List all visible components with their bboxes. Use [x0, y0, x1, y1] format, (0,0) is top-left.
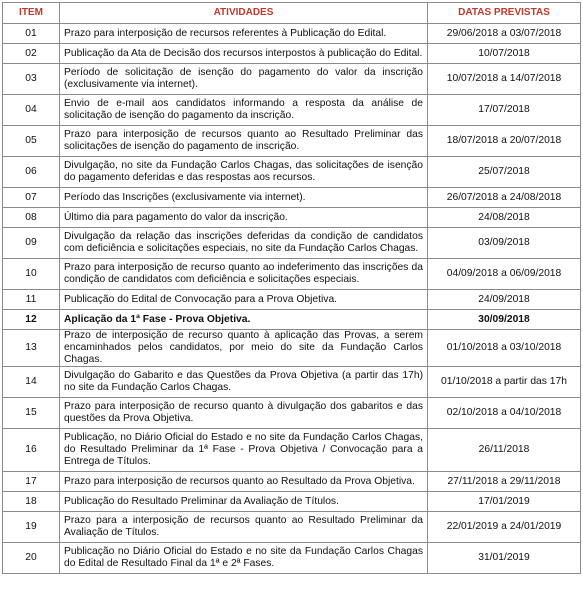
activity-cell: Prazo para a interposição de recursos quanto ao Resultado Preliminar da Avaliação de Títulos.: [60, 512, 428, 543]
date-cell: 25/07/2018: [428, 157, 581, 188]
item-cell: 13: [3, 330, 60, 367]
item-cell: 15: [3, 398, 60, 429]
table-row: [3, 512, 581, 543]
header-activities: ATIVIDADES: [60, 3, 428, 24]
date-cell: 10/07/2018 a 14/07/2018: [428, 64, 581, 95]
activity-cell: Período de solicitação de isenção do pagamento do valor da inscrição (exclusivamente via internet).: [60, 64, 428, 95]
item-cell: 05: [3, 126, 60, 157]
item-cell: 01: [3, 24, 60, 44]
item-cell: 08: [3, 208, 60, 228]
date-cell: 17/07/2018: [428, 95, 581, 126]
table-row: [3, 44, 581, 64]
date-cell: 18/07/2018 a 20/07/2018: [428, 126, 581, 157]
schedule-table: [2, 2, 581, 574]
activity-cell: Divulgação, no site da Fundação Carlos Chagas, das solicitações de isenção do pagamento deferidas e das respostas aos recursos.: [60, 157, 428, 188]
date-cell: 29/06/2018 a 03/07/2018: [428, 24, 581, 44]
item-cell: 07: [3, 188, 60, 208]
item-cell: 14: [3, 367, 60, 398]
item-cell: 11: [3, 290, 60, 310]
table-row: [3, 24, 581, 44]
date-cell: 03/09/2018: [428, 228, 581, 259]
table-row: [3, 492, 581, 512]
date-cell: 04/09/2018 a 06/09/2018: [428, 259, 581, 290]
activity-cell: Divulgação do Gabarito e das Questões da Prova Objetiva (a partir das 17h) no site da Fundação Carlos Chagas.: [60, 367, 428, 398]
header-row: [3, 3, 581, 24]
activity-cell: Publicação do Resultado Preliminar da Avaliação de Títulos.: [60, 492, 428, 512]
table-row: [3, 367, 581, 398]
activity-cell: Prazo de interposição de recurso quanto à aplicação das Provas, a serem encaminhados pelos candidatos, por meio do site da Fundação Carlos Chagas.: [60, 330, 428, 367]
date-cell: 24/09/2018: [428, 290, 581, 310]
activity-cell: Publicação, no Diário Oficial do Estado e no site da Fundação Carlos Chagas, do Resultado Preliminar da 1ª Fase - Prova Objetiva / Convocação para a Entrega de Títulos.: [60, 429, 428, 472]
table-row: [3, 228, 581, 259]
activity-cell: Prazo para interposição de recurso quanto à divulgação dos gabaritos e das questões da Prova Objetiva.: [60, 398, 428, 429]
header-dates: DATAS PREVISTAS: [428, 3, 581, 24]
activity-cell: Publicação do Edital de Convocação para a Prova Objetiva.: [60, 290, 428, 310]
item-cell: 02: [3, 44, 60, 64]
table-row: [3, 472, 581, 492]
table-row: [3, 64, 581, 95]
activity-cell: Prazo para interposição de recursos referentes à Publicação do Edital.: [60, 24, 428, 44]
table-row: [3, 208, 581, 228]
activity-cell: Publicação da Ata de Decisão dos recursos interpostos à publicação do Edital.: [60, 44, 428, 64]
date-cell: 17/01/2019: [428, 492, 581, 512]
item-cell: 17: [3, 472, 60, 492]
date-cell: 31/01/2019: [428, 543, 581, 574]
activity-cell: Aplicação da 1ª Fase - Prova Objetiva.: [60, 310, 428, 330]
table-row: [3, 95, 581, 126]
activity-cell: Período das Inscrições (exclusivamente via internet).: [60, 188, 428, 208]
item-cell: 20: [3, 543, 60, 574]
date-cell: 22/01/2019 a 24/01/2019: [428, 512, 581, 543]
date-cell: 01/10/2018 a 03/10/2018: [428, 330, 581, 367]
activity-cell: Prazo para interposição de recursos quanto ao Resultado Preliminar das solicitações de isenção do pagamento de inscrição.: [60, 126, 428, 157]
item-cell: 19: [3, 512, 60, 543]
table-row: [3, 188, 581, 208]
date-cell: 26/07/2018 a 24/08/2018: [428, 188, 581, 208]
activity-cell: Envio de e-mail aos candidatos informando a resposta da análise de solicitação de isenção do pagamento da inscrição.: [60, 95, 428, 126]
item-cell: 09: [3, 228, 60, 259]
activity-cell: Prazo para interposição de recurso quanto ao indeferimento das inscrições da condição de candidatos com deficiência e solicitações especiais.: [60, 259, 428, 290]
item-cell: 06: [3, 157, 60, 188]
activity-cell: Último dia para pagamento do valor da inscrição.: [60, 208, 428, 228]
table-row: [3, 126, 581, 157]
table-row-highlighted: [3, 310, 581, 330]
date-cell: 02/10/2018 a 04/10/2018: [428, 398, 581, 429]
date-cell: 01/10/2018 a partir das 17h: [428, 367, 581, 398]
item-cell: 04: [3, 95, 60, 126]
item-cell: 12: [3, 310, 60, 330]
item-cell: 03: [3, 64, 60, 95]
table-row: [3, 398, 581, 429]
date-cell: 26/11/2018: [428, 429, 581, 472]
activity-cell: Prazo para interposição de recursos quanto ao Resultado da Prova Objetiva.: [60, 472, 428, 492]
item-cell: 16: [3, 429, 60, 472]
date-cell: 10/07/2018: [428, 44, 581, 64]
table-row: [3, 429, 581, 472]
item-cell: 10: [3, 259, 60, 290]
date-cell: 24/08/2018: [428, 208, 581, 228]
table-row: [3, 290, 581, 310]
date-cell: 27/11/2018 a 29/11/2018: [428, 472, 581, 492]
table-row: [3, 330, 581, 367]
header-item: ITEM: [3, 3, 60, 24]
item-cell: 18: [3, 492, 60, 512]
date-cell: 30/09/2018: [428, 310, 581, 330]
activity-cell: Publicação no Diário Oficial do Estado e no site da Fundação Carlos Chagas do Edital de Resultado Final da 1ª e 2ª Fases.: [60, 543, 428, 574]
table-row: [3, 259, 581, 290]
activity-cell: Divulgação da relação das inscrições deferidas da condição de candidatos com deficiência e solicitações especiais, no site da Fundação Carlos Chagas.: [60, 228, 428, 259]
table-row: [3, 543, 581, 574]
table-row: [3, 157, 581, 188]
